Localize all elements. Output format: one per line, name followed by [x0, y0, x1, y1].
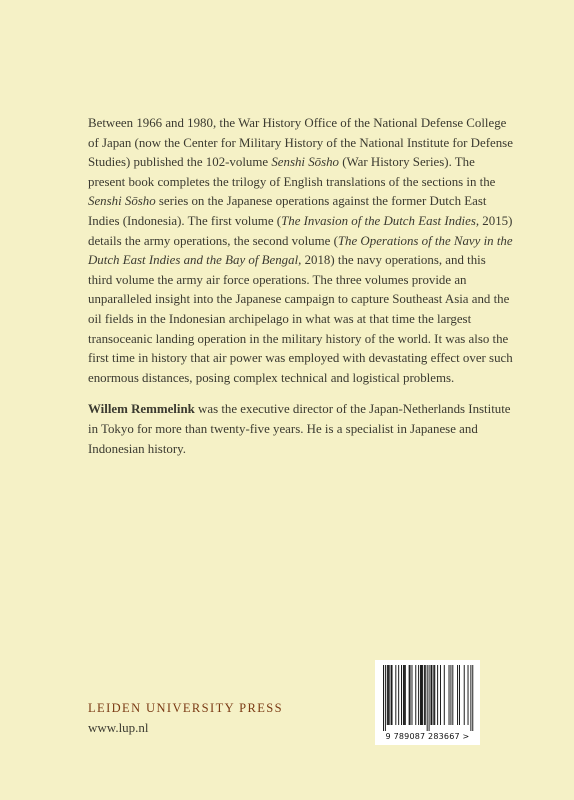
barcode-bar [392, 665, 393, 725]
text-segment: series on the Japanese operations against the former Dutch East Indies (Indonesia). The first volume ( [88, 194, 487, 228]
barcode-bar [437, 665, 438, 725]
barcode-bars [378, 663, 477, 731]
barcode-bar [429, 665, 430, 731]
italic-title: Senshi Sōsho [271, 155, 340, 170]
barcode-bar [440, 665, 441, 725]
author-name: Willem Remmelink [88, 402, 195, 417]
text-segment: 2018) the navy operations, and this third volume the army air force operations. The three volumes provide an unparalleled insight into the Japanese campaign to capture Southeast Asia and the oil fields in the Indonesian archipelago in what was at that time the largest transoceanic landing operation in the military history of the world. It was also the first time in history that air power was employed with devastating effect over such enormous distances, posing complex technical and logistical problems. [88, 253, 513, 385]
barcode-bar [410, 665, 411, 725]
barcode-bar [405, 665, 406, 725]
barcode-bar [420, 665, 421, 725]
barcode-bar [398, 665, 399, 725]
barcode-bar [424, 665, 425, 725]
barcode-bar [459, 665, 460, 725]
description-paragraph [88, 114, 513, 388]
barcode-bar [415, 665, 416, 725]
barcode-bar [468, 665, 469, 725]
isbn-barcode [375, 660, 480, 745]
barcode-bar [431, 665, 432, 725]
text-segment: (War History Series). The present book completes the trilogy of English translations of the sections in the [88, 155, 496, 189]
author-bio-paragraph [88, 400, 513, 459]
barcode-bar [472, 665, 473, 731]
barcode-bar [389, 665, 390, 725]
barcode-bar [383, 665, 384, 731]
barcode-bar [433, 665, 434, 725]
barcode-bar [385, 665, 386, 731]
barcode-bar [403, 665, 404, 725]
author-bio-text: was the executive director of the Japan-Netherlands Institute in Tokyo for more than twenty-five years. He is a specialist in Japanese and Indonesian history. [88, 402, 511, 456]
barcode-bar [412, 665, 413, 725]
barcode-bar [409, 665, 410, 725]
barcode-bar [470, 665, 471, 731]
barcode-bar [464, 665, 465, 725]
text-segment: 2015) details the army operations, the second volume ( [88, 213, 513, 248]
barcode-bar [444, 665, 445, 725]
barcode-number: 9 789087 283667 > [385, 732, 470, 741]
barcode-bar [452, 665, 453, 725]
barcode-bar [422, 665, 423, 725]
italic-title: The Invasion of the Dutch East Indies, [281, 213, 480, 228]
barcode-bar [401, 665, 402, 725]
barcode-bar [395, 665, 396, 725]
barcode-bar [434, 665, 435, 725]
barcode-bar [425, 665, 426, 725]
barcode-bar [427, 665, 428, 731]
italic-title: The Operations of the Navy in the Dutch East Indies and the Bay of Bengal, [88, 233, 513, 268]
barcode-bar [418, 665, 419, 725]
barcode-bar [387, 665, 388, 725]
barcode-bar [450, 665, 451, 725]
barcode-bar [391, 665, 392, 725]
publisher-website: www.lup.nl [88, 720, 149, 735]
back-cover-blurb [88, 114, 513, 459]
text-segment: Between 1966 and 1980, the War History Office of the National Defense College of Japan (now the Center for Military History of the National Institute for Defense Studies) published the 102-volume [88, 116, 513, 170]
barcode-bar [388, 665, 389, 725]
barcode-bar [421, 665, 422, 725]
publisher-name: LEIDEN UNIVERSITY PRESS [88, 701, 283, 715]
barcode-bar [449, 665, 450, 725]
barcode-bar [457, 665, 458, 725]
italic-title: Senshi Sōsho [88, 194, 156, 209]
barcode-bar [431, 665, 432, 725]
barcode-bar [404, 665, 405, 725]
